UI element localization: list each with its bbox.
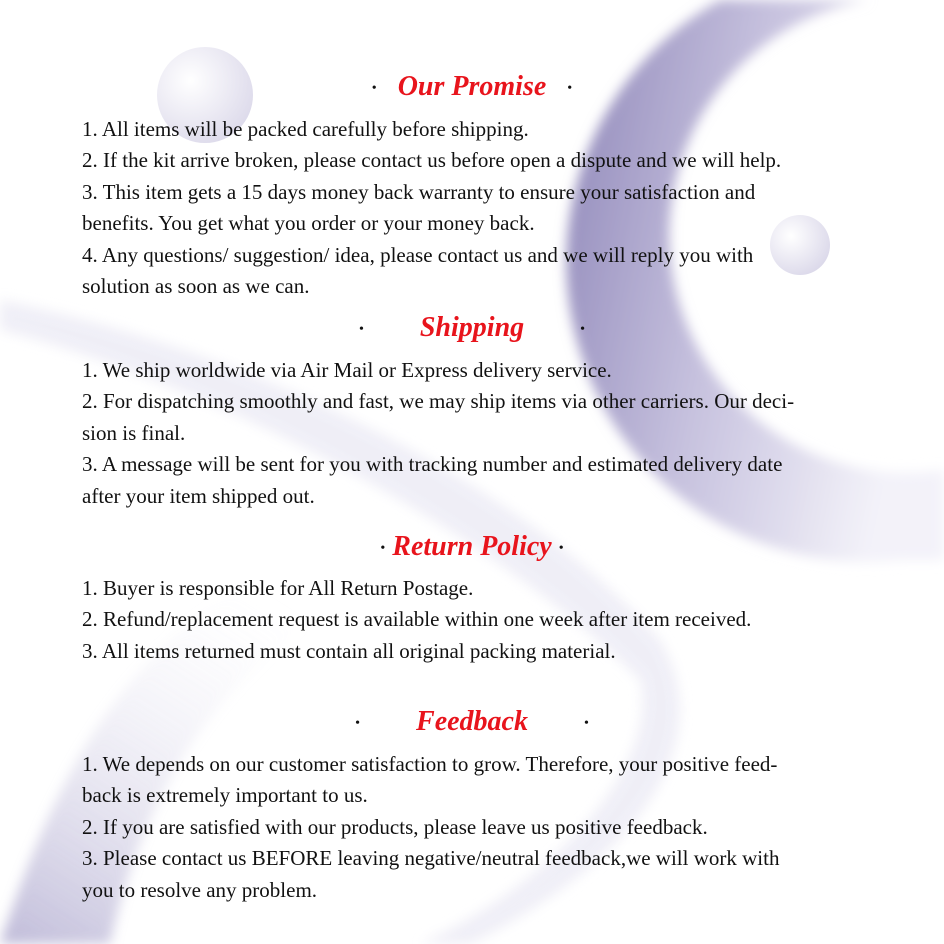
- text-line: 1. All items will be packed carefully before shipping.: [82, 117, 529, 141]
- heading-our-promise: [0, 70, 944, 106]
- section-shipping: [82, 355, 882, 512]
- heading-text: Return Policy: [392, 531, 552, 562]
- text-line: after your item shipped out.: [82, 483, 315, 508]
- bullet-dot: •: [380, 540, 386, 556]
- heading-text: Our Promise: [397, 71, 547, 102]
- heading-feedback: [0, 705, 944, 741]
- bullet-dot: •: [558, 540, 564, 556]
- text-line: 4. Any questions/ suggestion/ idea, please contact us and we will reply you with: [82, 242, 754, 267]
- text-line: solution as soon as we can.: [82, 274, 310, 299]
- text-line: 2. For dispatching smoothly and fast, we may ship items via other carriers. Our deci-: [82, 389, 795, 414]
- heading-return-policy: [0, 530, 944, 566]
- bullet-dot: •: [567, 80, 573, 96]
- bullet-dot: •: [358, 321, 364, 337]
- section-return-policy: [82, 573, 882, 667]
- section-our-promise: [82, 114, 882, 302]
- bullet-dot: •: [371, 80, 377, 96]
- text-line: 2. Refund/replacement request is available within one week after item received.: [82, 607, 752, 632]
- bullet-dot: •: [355, 715, 361, 731]
- heading-text: Feedback: [416, 706, 528, 737]
- text-line: 1. Buyer is responsible for All Return Postage.: [82, 576, 474, 600]
- bullet-dot: •: [583, 715, 589, 731]
- text-line: 2. If the kit arrive broken, please contact us before open a dispute and we will help.: [82, 148, 782, 173]
- bullet-dot: •: [580, 321, 586, 337]
- text-line: benefits. You get what you order or your money back.: [82, 211, 535, 236]
- section-feedback: [82, 749, 882, 906]
- text-line: back is extremely important to us.: [82, 783, 368, 808]
- text-line: you to resolve any problem.: [82, 877, 318, 902]
- text-line: 3. This item gets a 15 days money back warranty to ensure your satisfaction and: [82, 179, 756, 204]
- text-line: 2. If you are satisfied with our products, please leave us positive feedback.: [82, 814, 708, 839]
- text-line: 3. All items returned must contain all original packing material.: [82, 638, 616, 663]
- heading-text: Shipping: [419, 312, 525, 343]
- heading-shipping: [0, 311, 944, 347]
- text-line: 3. A message will be sent for you with tracking number and estimated delivery date: [82, 452, 783, 477]
- text-line: 1. We ship worldwide via Air Mail or Express delivery service.: [82, 358, 612, 382]
- text-line: 3. Please contact us BEFORE leaving negative/neutral feedback,we will work with: [82, 846, 780, 871]
- text-line: sion is final.: [82, 420, 186, 445]
- text-line: 1. We depends on our customer satisfaction to grow. Therefore, your positive feed-: [82, 752, 778, 776]
